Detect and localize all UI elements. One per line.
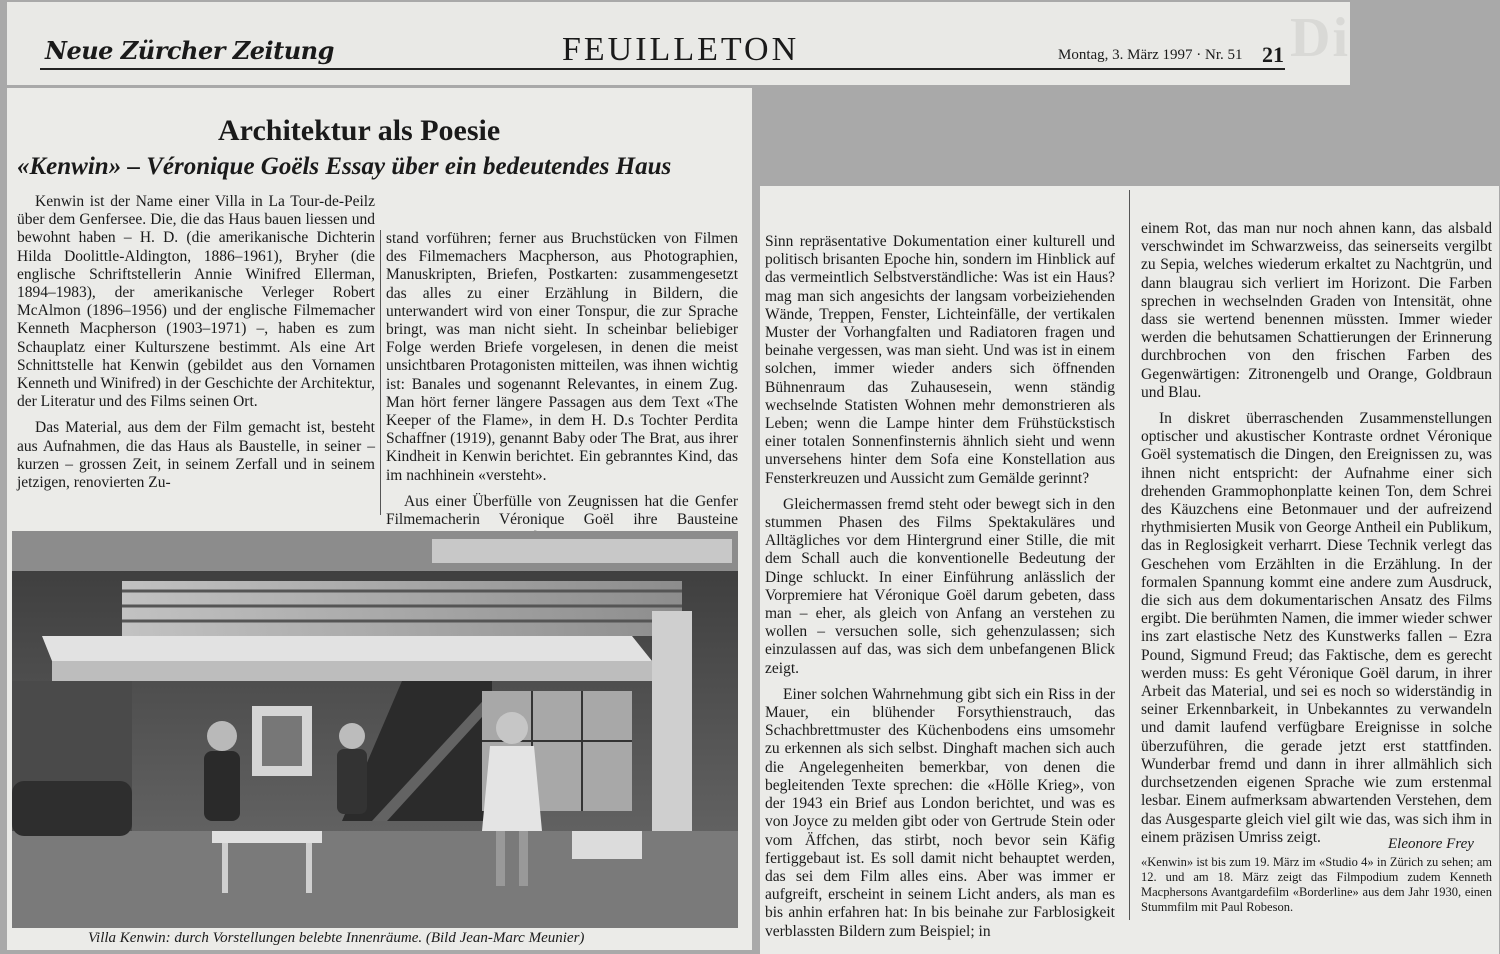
paragraph: einem Rot, das man nur noch ahnen kann, das alsbald verschwindet im Schwarzweiss, das seinerseits vergilbt zu Sepia, welches wiederum erkaltet zu Nachtgrün, und dann blaugrau sich verliert im Horizont. Die Farben sprechen in wechselnden Graden von Intensität, ohne dass sie wertend benennen müssten. Immer wieder werden die behutsamen Schattierungen der Erinnerung durchbrochen von den frischen Farben des Gegenwärtigen: Zitronengelb und Orange, Goldbraun und Blau.: [1141, 220, 1492, 401]
column-rule: [380, 230, 381, 515]
paragraph: stand vorführen; ferner aus Bruchstücken von Filmen des Filmemachers Macpherson, aus Photographien, Manuskripten, Briefen, Postkarten: zusammengesetzt das alles zu einer Erzählung in Bildern, die unterwandert wird von einer Tonspur, die zur Sprache bringt, was man nicht sieht. In scheinbar beliebiger Folge werden Briefe vorgelesen, in denen die meist unsichtbaren Protagonisten mitteilen, was ihnen wichtig ist: Banales und sogenannt Relevantes, in einem Zug. Man hört ferner längere Passagen aus dem Text «The Keeper of the Flame», in dem H. D.s Tochter Perdita Schaffner (1919), genannt Baby oder The Brat, aus ihrer Kindheit in Kenwin berichtet. Ein gebranntes Kind, das im nachhinein «versteht».: [386, 230, 738, 484]
paragraph: Gleichermassen fremd steht oder bewegt sich in den stummen Phasen des Films Spektakuläres und Alltägliches vor dem Hintergrund einer Stille, die mit dem Schall auch die konventionelle Bedeutung der Dinge schluckt. In einer Einführung anlässlich der Vorpremiere hat Véronique Goël darum gebeten, dass man – eher, als gleich von Anfang an verstehen zu wollen – versuchen solle, sich gehenzulassen; sich einzulassen auf das, was sich dem unbefangenen Blick zeigt.: [765, 495, 1115, 677]
bleed-through-text: Di: [1290, 7, 1350, 69]
villa-interior-photo: [12, 531, 738, 928]
paragraph: Das Material, aus dem der Film gemacht ist, besteht aus Aufnahmen, die das Haus als Baustelle, in seiner – kurzen – grossen Zeit, in seinem Zerfall und in seinem jetzigen, renovierten Zu-: [17, 419, 375, 492]
article-column-1: [17, 193, 375, 516]
screening-footnote: «Kenwin» ist bis zum 19. März im «Studio 4» in Zürich zu sehen; am 12. und am 18. März zeigt das Filmpodium zudem Kenneth Macphersons Avantgardefilm «Borderline» aus dem Jahr 1930, einen Stummfilm mit Paul Robeson.: [1141, 855, 1492, 914]
article-subtitle: «Kenwin» – Véronique Goëls Essay über ein bedeutendes Haus: [17, 153, 672, 180]
header-rule: [40, 68, 1285, 70]
column-rule: [1129, 190, 1130, 920]
photo-caption: Villa Kenwin: durch Vorstellungen belebte Innenräume. (Bild Jean-Marc Meunier): [88, 930, 585, 946]
paragraph: Kenwin ist der Name einer Villa in La Tour-de-Peilz über dem Genfersee. Die, die das Haus bauen liessen und bewohnt haben – H. D. (die amerikanische Dichterin Hilda Doolittle-Aldington, 1886–1961), Bryher (die englische Schriftstellerin Annie Winifred Ellerman, 1894–1983), der amerikanische Verleger Robert McAlmon (1896–1956) und der englische Filmemacher Kenneth Macpherson (1903–1971) –, haben es zum Schauplatz einer Kulturszene bestimmt. Als eine Art Schnittstelle hat Kenwin (gebildet aus den Vornamen Kenneth und Winifred) in der Geschichte der Architektur, der Literatur und des Films seinen Ort.: [17, 193, 375, 411]
article-column-3: [765, 233, 1115, 940]
article-title: Architektur als Poesie: [218, 114, 501, 147]
article-column-4: [1141, 220, 1492, 850]
paragraph: Aus einer Überfülle von Zeugnissen hat die Genfer Filmemacherin Véronique Goël ihre Bausteine: [386, 492, 738, 529]
paragraph: Einer solchen Wahrnehmung gibt sich ein Riss in der Mauer, ein blühender Forsythienstrauch, das Schachbrettmuster des Küchenbodens eins umsomehr zu erkennen als sich selbst. Dinghaft machen sich auch die Angelegenheiten bemerkbar, von denen die begleitenden Texte sprechen: die «Hölle Krieg», von der 1943 ein Brief aus London berichtet, und was es von Joyce zu melden gibt oder von Gertrude Stein oder vom Äffchen, das stirbt, noch bevor sein Käfig fertiggebaut ist. Es soll damit nicht behauptet werden, das sei dem Film alles eins. Aber was immer er aufgreift, erscheint in seinem Licht anders, als man es bis anhin erfahren hat: In bis beinahe zur Farblosigkeit verblassten Bildern zum Beispiel; in: [765, 685, 1115, 940]
photo-illustration: [12, 531, 738, 928]
section-title: FEUILLETON: [562, 31, 800, 68]
author-signature: Eleonore Frey: [1388, 836, 1474, 852]
dateline: Montag, 3. März 1997 · Nr. 51: [1058, 47, 1243, 63]
masthead-logo: Neue Zürcher Zeitung: [45, 36, 334, 65]
page-number: 21: [1262, 42, 1284, 67]
article-column-2: [386, 230, 738, 529]
paragraph: In diskret überraschenden Zusammenstellungen optischer und akustischer Kontraste ordnet Véronique Goël systematisch die Dingen, den Ereignissen zu, was ihnen nicht entspricht: der Aufnahme einer sich drehenden Grammophonplatte keinen Ton, dem Schrei des Käuzchens eine Betonmauer und der aufreizend rhythmisierten Musik von George Antheil ein Publikum, das in Reglosigkeit verharrt. Diese Technik verlegt das Geschehen vom Erzählten in die Erzählung. In der formalen Spannung kommt eine andere zum Ausdruck, die sich aus dem dokumentarischen Ansatz des Films ergibt. Die berühmten Namen, die immer wieder schwer ins zart elastische Netz des Kunstwerks fallen – Ezra Pound, Sigmund Freud; das Faktische, dem es gerecht werden muss: Es geht Véronique Goël darum, in ihrer Arbeit das Material, und sei es noch so widerständig in seiner Erkennbarkeit, in Unbekanntes zu verwandeln und damit laufend verfügbare Ereignisse in solche überzuführen, die gerade jetzt erst stattfinden. Wunderbar fremd und dann in ihrer allmählich sich durchsetzenden eigenen Sprache wie zum erstenmal lesbar. Einem aufmerksam abwartenden Verstehen, dem das Ausgesparte gleich viel gilt wie das, was sich ihm in einem präzisen Umriss zeigt.: [1141, 410, 1492, 846]
paragraph: Sinn repräsentative Dokumentation einer kulturell und politisch brisanten Epoche hin, sondern im Hinblick auf das vermeintlich Selbstverständliche: Was ist ein Haus? mag man sich angesichts der langsam vorbeiziehenden Wände, Treppen, Fenster, Lichteinfälle, der vertikalen Muster der Vorhangfalten und Radiatoren fragen und beinahe vergessen, was man sieht. Und was ist in einem solchen, immer wieder anders sich öffnenden Bühnenraum das Zuhausesein, wenn ständig wechselnde Statisten Wohnen mehr demonstrieren als Leben; wenn die Lampe hinter dem Frühstückstisch einer totalen Sonnenfinsternis ähnlich sieht und wenn unversehens hinter dem Sofa eine Konstellation aus Fensterkreuzen und Aussicht zum Gemälde gerinnt?: [765, 233, 1115, 487]
